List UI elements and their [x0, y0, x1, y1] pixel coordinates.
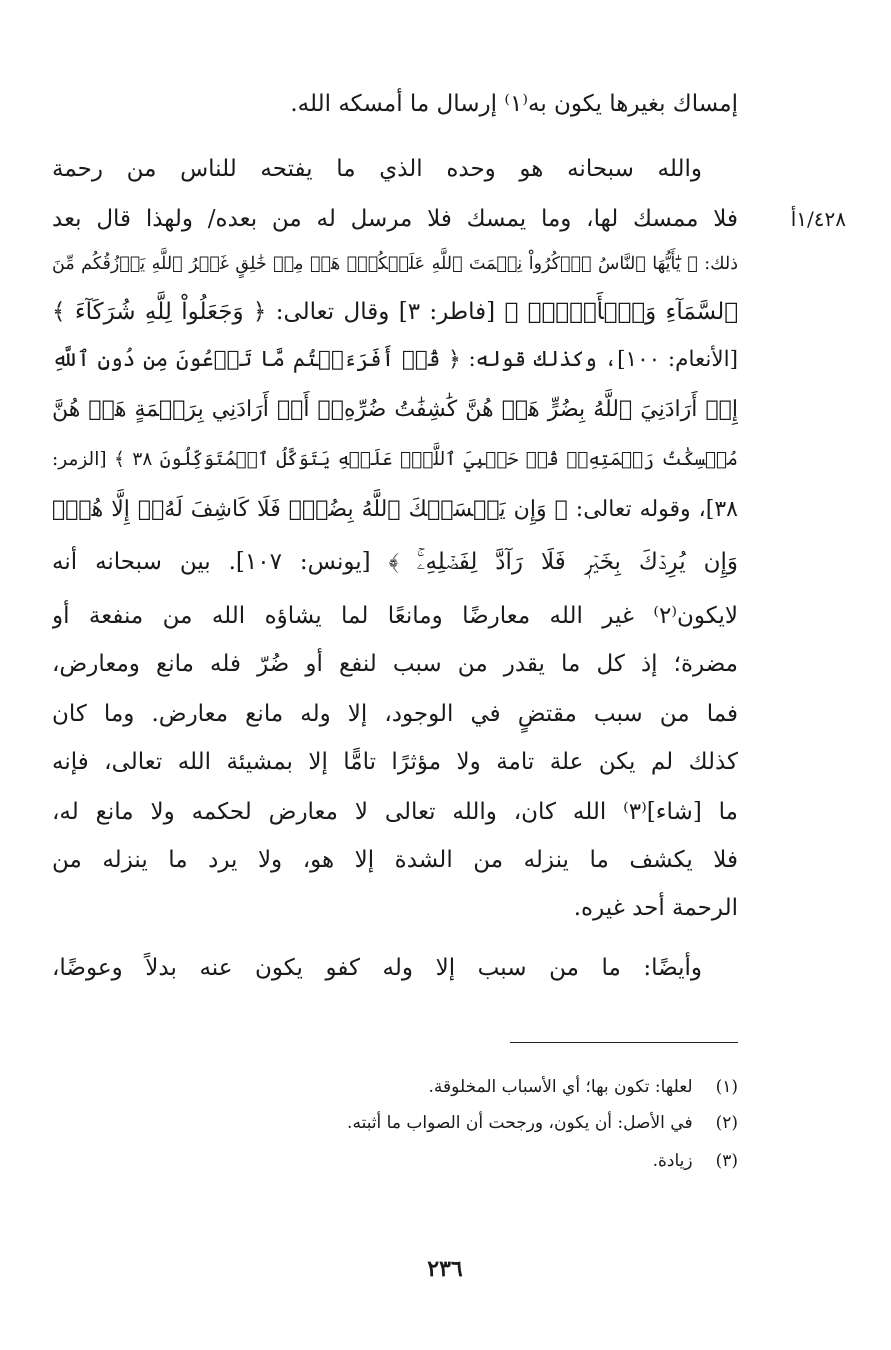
text-line-15: ما [شاء]⁽٣⁾ الله كان، والله تعالى لا معارض لحكمه ولا مانع له، [52, 799, 738, 825]
text-line-4: ذلك: ﴿ يَٰٓأَيُّهَا ٱلنَّاسُ ٱذۡكُرُواْ نِعۡمَتَ ٱللَّهِ عَلَيۡكُمۡۚ هَلۡ مِنۡ خَٰلِقٍ غَيۡرُ ٱللَّهِ يَرۡزُقُكُم مِّنَ [52, 254, 738, 274]
footnote-text: في الأصل: أن يكون، ورجحت أن الصواب ما أثبته. [347, 1113, 693, 1133]
text-line-5: ٱلسَّمَآءِ وَٱلۡأَرۡضِۚ ﴾ [فاطر: ٣] وقال تعالى: ﴿ وَجَعَلُواْ لِلَّهِ شُرَكَآءَ ﴾ [52, 299, 738, 325]
footnote-separator [510, 1042, 738, 1043]
text-line-7: إِنۡ أَرَادَنِيَ ٱللَّهُ بِضُرٍّ هَلۡ هُنَّ كَٰشِفَٰتُ ضُرِّهِۦٓ أَوۡ أَرَادَنِي بِرَحۡمَةٍ هَلۡ هُنَّ [52, 397, 738, 422]
text-line-12: مضرة؛ إذ كل ما يقدر من سبب لنفع أو ضُرّ فله مانع ومعارض، [52, 651, 738, 677]
footnote-3 [178, 1146, 738, 1176]
text-line-10: وَإِن يُرِدۡكَ بِخَيۡرٖ فَلَا رَآدَّ لِفَضۡلِهِۦۚ ﴾ [يونس: ١٠٧]. بين سبحانه أنه [52, 549, 738, 575]
footnote-number: (١) [715, 1077, 738, 1097]
text-line-2: والله سبحانه هو وحده الذي ما يفتحه للناس من رحمة [52, 156, 702, 182]
text-line-13: فما من سبب مقتضٍ في الوجود، إلا وله مانع معارض. وما كان [52, 701, 738, 727]
text-line-1: إمساك بغيرها يكون به⁽١⁾ إرسال ما أمسكه الله. [290, 91, 738, 117]
text-line-18: وأيضًا: ما من سبب إلا وله كفو يكون عنه بدلاً وعوضًا، [52, 955, 702, 981]
text-line-17: الرحمة أحد غيره. [573, 895, 738, 921]
text-line-6: [الأنعام: ١٠٠]، وكذلك قوله: ﴿ قُلۡ أَفَرَءَيۡتُم مَّا تَدۡعُونَ مِن دُونِ ٱللَّهِ [52, 347, 738, 372]
page-number: ٢٣٦ [427, 1256, 463, 1282]
main-text [52, 0, 738, 1000]
text-line-11: لايكون⁽٢⁾ غير الله معارضًا ومانعًا لما يشاؤه الله من منفعة أو [52, 603, 738, 629]
footnote-2 [178, 1108, 738, 1138]
manuscript-folio-note: ١/٤٢٨أ [790, 207, 846, 231]
footnote-number: (٢) [715, 1113, 738, 1133]
text-line-8: مُمۡسِكَٰتُ رَحۡمَتِهِۦۚ قُلۡ حَسۡبِيَ ٱللَّهُۖ عَلَيۡهِ يَتَوَكَّلُ ٱلۡمُتَوَكِّلُونَ ٣٨ ﴾ [الزمر: [52, 449, 738, 470]
footnote-1 [178, 1072, 738, 1102]
footnote-number: (٣) [715, 1151, 738, 1171]
text-line-3: فلا ممسك لها، وما يمسك فلا مرسل له من بعده/ ولهذا قال بعد [52, 206, 738, 232]
text-line-14: كذلك لم يكن علة تامة ولا مؤثرًا تامًّا إلا بمشيئة الله تعالى، فإنه [52, 749, 738, 775]
text-line-16: فلا يكشف ما ينزله من الشدة إلا هو، ولا يرد ما ينزله من [52, 847, 738, 873]
footnote-text: لعلها: تكون بها؛ أي الأسباب المخلوقة. [428, 1077, 693, 1097]
footnote-text: زيادة. [652, 1151, 693, 1171]
text-line-9: ٣٨]، وقوله تعالى: ﴿ وَإِن يَمۡسَسۡكَ ٱللَّهُ بِضُرّٖ فَلَا كَاشِفَ لَهُۥٓ إِلَّا هُوَۖ [52, 497, 738, 522]
